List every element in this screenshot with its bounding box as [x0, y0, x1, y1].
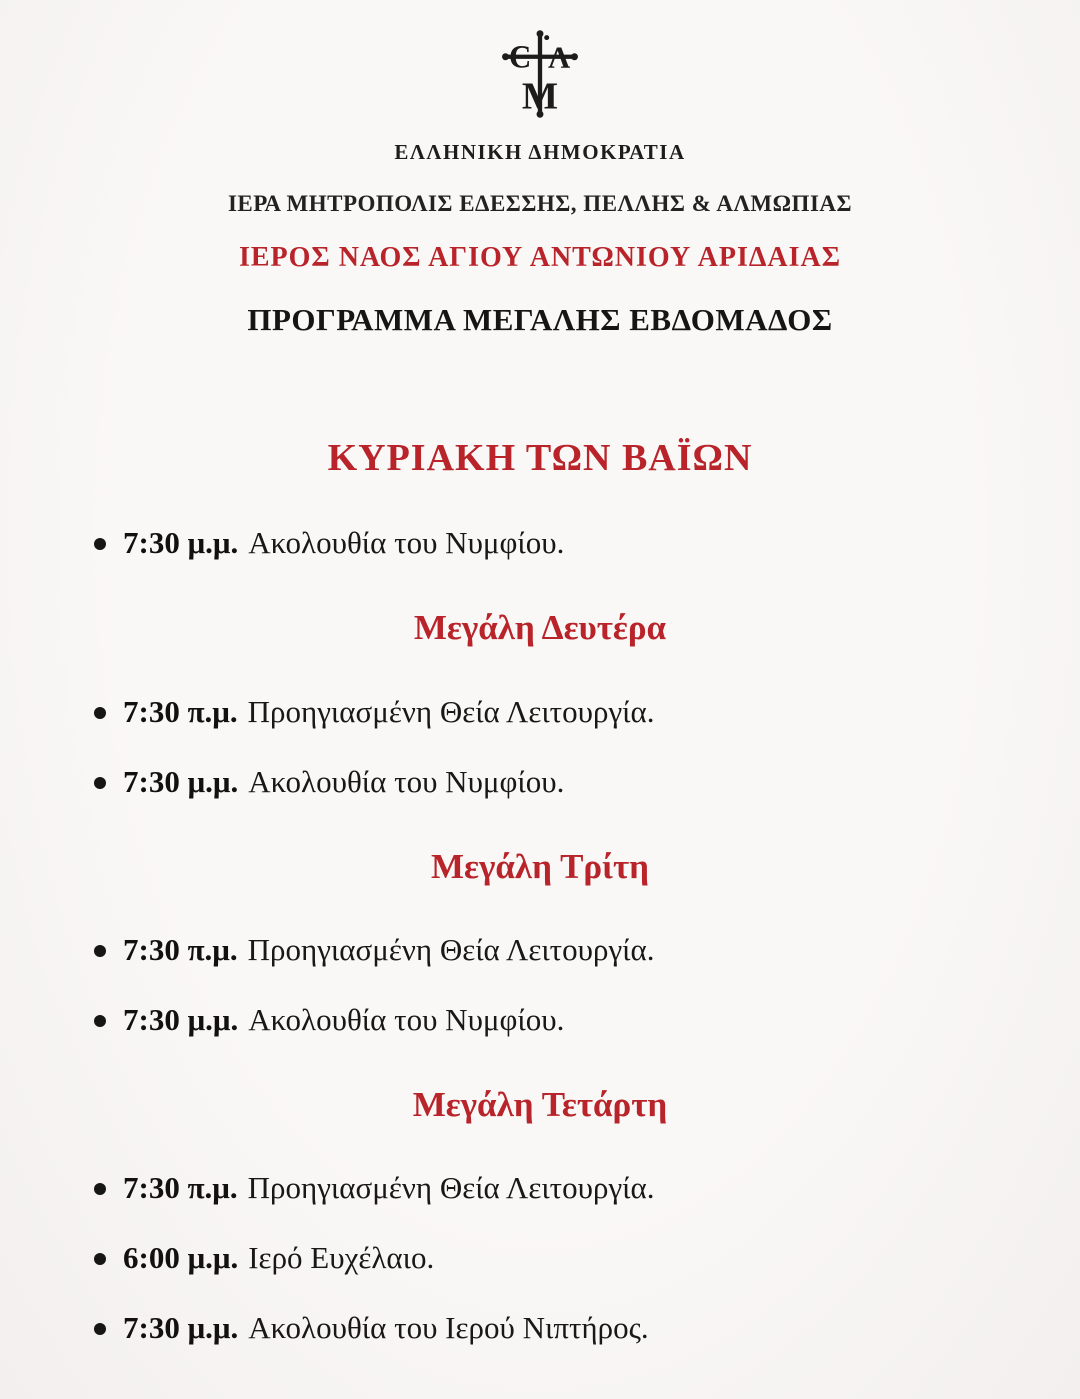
event-time: 7:30 π.μ.	[123, 931, 238, 967]
svg-text:Λ: Λ	[548, 40, 571, 75]
event-text: Προηγιασμένη Θεία Λειτουργία.	[247, 931, 655, 967]
event-time: 7:30 μ.μ.	[123, 1310, 239, 1345]
section-title: Μεγάλη Τρίτη	[430, 846, 649, 886]
bullet-icon	[94, 1015, 106, 1027]
section-title: ΚΥΡΙΑΚΗ ΤΩΝ ΒΑΪΩΝ	[327, 436, 753, 479]
bullet-icon	[94, 777, 106, 789]
event-time: 6:00 μ.μ.	[123, 1240, 239, 1275]
svg-text:Є: Є	[508, 39, 531, 76]
section-title: Μεγάλη Δευτέρα	[413, 608, 667, 648]
event-text: Προηγιασμένη Θεία Λειτουργία.	[247, 1170, 655, 1205]
schedule-section	[0, 1085, 1080, 1347]
event-text: Ακολουθία του Ιερού Νιπτήρος.	[248, 1310, 649, 1345]
section-title: Μεγάλη Τετάρτη	[412, 1084, 668, 1124]
schedule-sections	[0, 437, 1080, 1347]
republic-heading: ΕΛΛΗΝΙΚΗ ΔΗΜΟΚΡΑΤΙΑ	[394, 140, 686, 164]
schedule-section	[0, 608, 1080, 800]
bullet-icon	[94, 1323, 106, 1335]
schedule-item	[94, 1169, 1040, 1207]
event-text: Ακολουθία του Νυμφίου.	[248, 763, 565, 799]
bullet-icon	[94, 1253, 106, 1265]
church-heading: ΙΕΡΟΣ ΝΑΟΣ ΑΓΙΟΥ ΑΝΤΩΝΙΟΥ ΑΡΙΔΑΙΑΣ	[238, 241, 842, 273]
schedule-item	[94, 763, 1040, 801]
metropolis-cross-monogram-icon	[492, 28, 588, 120]
section-list	[0, 693, 1080, 801]
event-text: Προηγιασμένη Θεία Λειτουργία.	[247, 693, 655, 729]
event-text: Ιερό Ευχέλαιο.	[248, 1240, 435, 1275]
section-list	[0, 524, 1080, 562]
event-time: 7:30 μ.μ.	[123, 1001, 239, 1037]
schedule-item	[94, 931, 1040, 969]
schedule-section	[0, 437, 1080, 563]
schedule-item	[94, 1001, 1040, 1039]
event-time: 7:30 μ.μ.	[123, 525, 239, 561]
bullet-icon	[94, 945, 106, 957]
schedule-item	[94, 1239, 1040, 1277]
event-time: 7:30 π.μ.	[123, 1170, 238, 1205]
bullet-icon	[94, 707, 106, 719]
schedule-item	[94, 1309, 1040, 1347]
section-list	[0, 1169, 1080, 1347]
event-time: 7:30 μ.μ.	[123, 763, 239, 799]
bullet-icon	[94, 538, 106, 550]
event-text: Ακολουθία του Νυμφίου.	[248, 525, 565, 561]
section-list	[0, 931, 1080, 1039]
schedule-section	[0, 847, 1080, 1039]
metropolis-heading: ΙΕΡΑ ΜΗΤΡΟΠΟΛΙΣ ΕΔΕΣΣΗΣ, ΠΕΛΛΗΣ & ΑΛΜΩΠΙΑΣ	[227, 191, 853, 217]
schedule-item	[94, 693, 1040, 731]
event-text: Ακολουθία του Νυμφίου.	[248, 1001, 565, 1037]
program-title: ΠΡΟΓΡΑΜΜΑ ΜΕΓΑΛΗΣ ΕΒΔΟΜΑΔΟΣ	[247, 302, 833, 338]
event-time: 7:30 π.μ.	[123, 693, 238, 729]
schedule-item	[94, 524, 1040, 562]
svg-text:Μ: Μ	[521, 75, 559, 118]
bullet-icon	[94, 1183, 106, 1195]
